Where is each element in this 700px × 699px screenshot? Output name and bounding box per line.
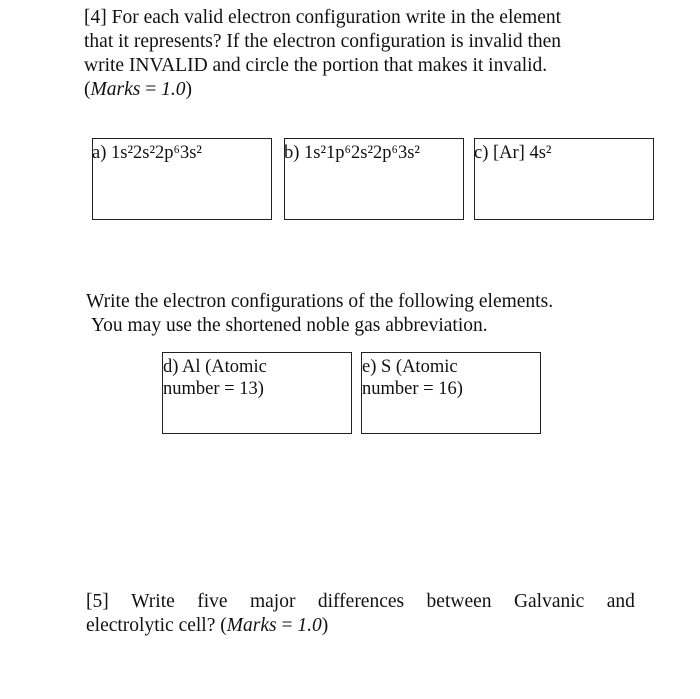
box-d-line-1: d) Al (Atomic (163, 357, 267, 377)
box-e-line-2: number = 16) (362, 379, 463, 399)
box-e-line-1: e) S (Atomic (362, 357, 458, 377)
q4-line-3: write INVALID and circle the portion that makes it invalid. (84, 55, 548, 76)
box-d-line-2: number = 13) (163, 379, 264, 399)
answer-box-b[interactable] (284, 138, 464, 220)
box-b-label (285, 142, 463, 164)
box-b-config: 1s²1p⁶2s²2p⁶3s² (304, 143, 420, 163)
answer-box-e[interactable] (361, 352, 541, 434)
question-4-text (84, 6, 644, 102)
q5-word: major (249, 591, 296, 612)
box-c-prefix: c) (474, 143, 493, 163)
box-c-config: [Ar] 4s² (493, 143, 552, 163)
box-a-prefix: a) (92, 143, 111, 163)
answer-box-c[interactable] (474, 138, 654, 220)
q5-word: and (606, 591, 635, 612)
q5-word: between (426, 591, 492, 612)
q4-marks (84, 78, 644, 102)
q5-line-1 (86, 590, 635, 614)
question-5-text (86, 590, 635, 638)
q5-marks-close: ) (321, 615, 329, 636)
q4-marks-open: ( (84, 79, 91, 100)
q4-marks-close: ) (185, 79, 192, 100)
answer-box-d[interactable] (162, 352, 352, 434)
q4-line-2: that it represents? If the electron configuration is invalid then (84, 31, 562, 52)
q4-marks-value: 1.0 (161, 79, 186, 100)
q5-marks-eq: = (276, 615, 298, 636)
q5-line-2 (86, 614, 635, 638)
box-b-prefix: b) (284, 143, 305, 163)
write-configurations-text (86, 290, 646, 338)
box-c-label (475, 142, 653, 164)
q4-marks-eq: = (140, 79, 162, 100)
q5-word: Write (131, 591, 175, 612)
q5-marks-value: 1.0 (297, 615, 322, 636)
answer-box-a[interactable] (92, 138, 272, 220)
write-conf-line-1: Write the electron configurations of the following elements. (86, 291, 554, 312)
q5-line-2-text: electrolytic cell? (86, 615, 221, 636)
box-a-config: 1s²2s²2p⁶3s² (111, 143, 202, 163)
q5-word: differences (317, 591, 405, 612)
q5-word: Galvanic (513, 591, 585, 612)
box-a-label (93, 142, 271, 164)
write-conf-line-2: You may use the shortened noble gas abbreviation. (91, 315, 488, 336)
q5-marks-word: Marks (226, 615, 277, 636)
q5-word: [5] (86, 591, 109, 612)
q4-line-1: [4] For each valid electron configuration write in the element (84, 7, 562, 28)
q4-marks-word: Marks (90, 79, 141, 100)
q5-word: five (197, 591, 228, 612)
q5-marks-open: ( (220, 615, 227, 636)
